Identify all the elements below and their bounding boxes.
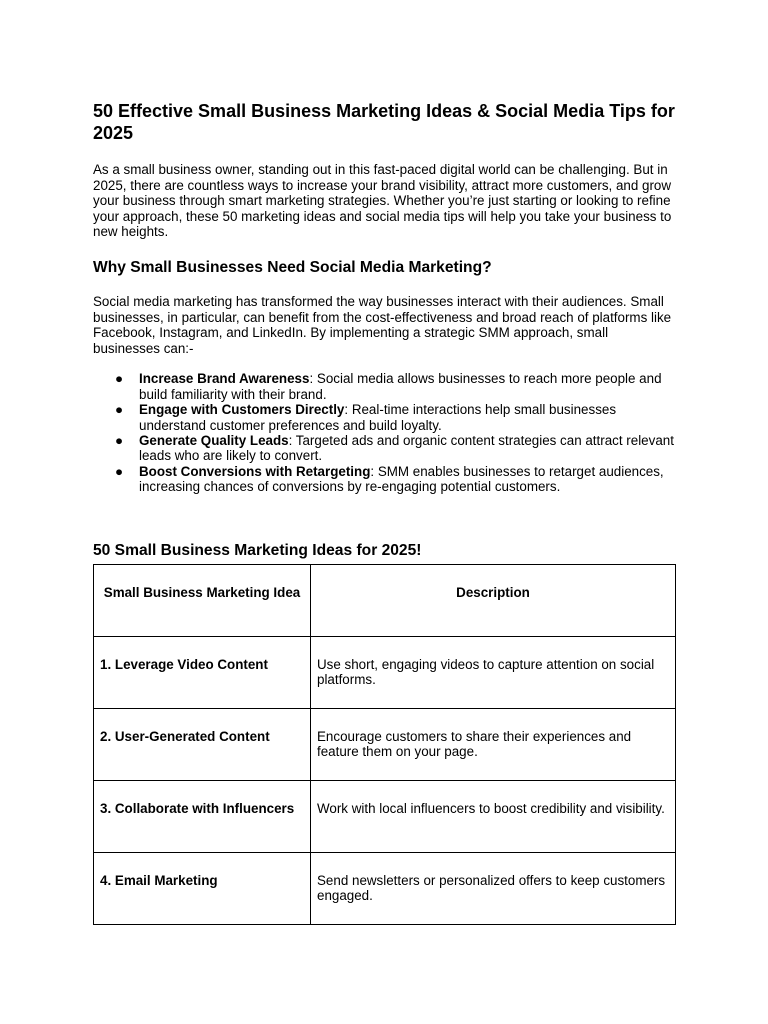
bullet-icon: ● — [115, 432, 124, 448]
table-heading: 50 Small Business Marketing Ideas for 2025! — [93, 541, 422, 559]
table-row — [94, 636, 676, 708]
description-cell: Send newsletters or personalized offers to keep customers engaged. — [311, 852, 676, 924]
table-header-row — [94, 564, 676, 636]
benefit-term: Generate Quality Leads — [139, 432, 289, 448]
benefit-term: Boost Conversions with Retargeting — [139, 463, 371, 479]
benefit-term: Engage with Customers Directly — [139, 402, 345, 418]
document-title: 50 Effective Small Business Marketing Ideas & Social Media Tips for 2025 — [93, 101, 675, 143]
description-cell: Work with local influencers to boost credibility and visibility. — [311, 780, 676, 852]
column-header-idea: Small Business Marketing Idea — [94, 564, 311, 636]
intro-paragraph: As a small business owner, standing out in this fast-paced digital world can be challenging. But in 2025, there are countless ways to increase your brand visibility, attract more customers, and grow your business through smart marketing strategies. Whether you’re just starting or looking to refine your approach, these 50 marketing ideas and social media tips will help you take your business to new heights. — [93, 162, 672, 240]
table-row — [94, 852, 676, 924]
table-row — [94, 780, 676, 852]
benefit-text: : Real-time interactions help small businesses understand customer preferences and build loyalty. — [139, 402, 617, 433]
benefits-list — [93, 371, 678, 494]
why-paragraph: Social media marketing has transformed the way businesses interact with their audiences. Small businesses, in particular, can benefit from the cost-effectiveness and broad reach of platforms like Facebook, Instagram, and LinkedIn. By implementing a strategic SMM approach, small businesses can:- — [93, 293, 672, 356]
bullet-icon: ● — [115, 463, 124, 479]
list-item — [93, 433, 678, 464]
benefit-text: : Social media allows businesses to reach more people and build familiarity with their brand. — [139, 371, 662, 402]
document-page — [93, 100, 678, 925]
idea-cell: 2. User-Generated Content — [94, 708, 311, 780]
column-header-description: Description — [311, 564, 676, 636]
description-cell: Encourage customers to share their experiences and feature them on your page. — [311, 708, 676, 780]
list-item — [93, 464, 678, 495]
idea-cell: 1. Leverage Video Content — [94, 636, 311, 708]
idea-cell: 3. Collaborate with Influencers — [94, 780, 311, 852]
why-heading: Why Small Businesses Need Social Media Marketing? — [93, 258, 492, 276]
list-item — [93, 402, 678, 433]
description-cell: Use short, engaging videos to capture attention on social platforms. — [311, 636, 676, 708]
benefit-text: : SMM enables businesses to retarget audiences, increasing chances of conversions by re-engaging potential customers. — [139, 463, 664, 495]
idea-cell: 4. Email Marketing — [94, 852, 311, 924]
table-row — [94, 708, 676, 780]
bullet-icon: ● — [115, 371, 124, 387]
ideas-table — [93, 564, 676, 925]
benefit-text: : Targeted ads and organic content strategies can attract relevant leads who are likely to convert. — [139, 432, 674, 464]
list-item — [93, 371, 678, 402]
benefit-term: Increase Brand Awareness — [139, 371, 310, 387]
bullet-icon: ● — [115, 402, 124, 418]
